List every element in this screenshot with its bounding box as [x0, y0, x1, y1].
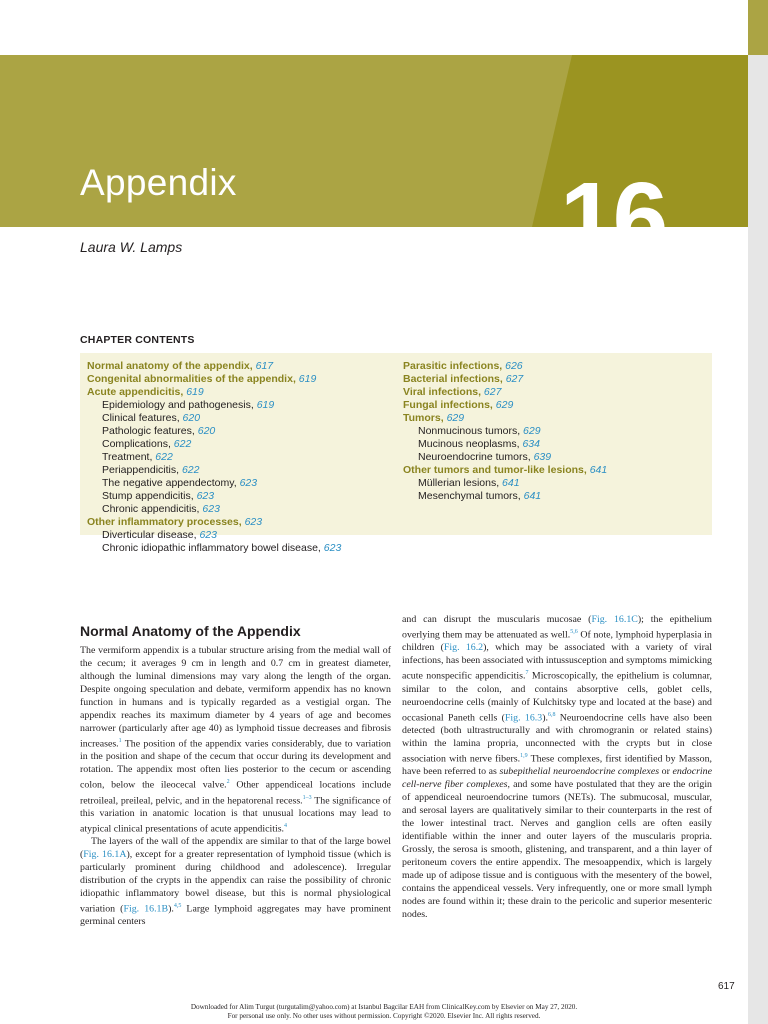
- contents-entry-label: Diverticular disease,: [102, 529, 200, 541]
- body-paragraph: [402, 613, 712, 921]
- contents-entry-label: Periappendicitis,: [102, 464, 182, 476]
- citation-ref[interactable]: 4,5: [173, 903, 182, 910]
- contents-entry-label: Mesenchymal tumors,: [418, 490, 524, 502]
- contents-entry[interactable]: [80, 529, 341, 542]
- body-paragraph: [80, 835, 391, 928]
- body-text: Other appendiceal locations include retroileal, preileal, pelvic, and in the hepatorenal recess.: [80, 779, 391, 806]
- contents-entry-page: 641: [502, 477, 520, 489]
- contents-entry-label: Bacterial infections,: [403, 373, 506, 385]
- contents-entry[interactable]: [80, 477, 341, 490]
- header-corner-strip: [748, 0, 768, 55]
- contents-entry[interactable]: [80, 503, 341, 516]
- contents-entry-page: 623: [239, 477, 258, 489]
- body-text: and can disrupt the muscularis mucosae (: [402, 614, 592, 625]
- contents-entry-page: 622: [155, 451, 173, 463]
- figure-ref-link[interactable]: Fig. 16.1C: [591, 614, 638, 625]
- contents-entry-page: 626: [505, 360, 523, 372]
- page-number: 617: [718, 981, 735, 992]
- contents-entry-page: 623: [199, 529, 217, 541]
- citation-ref[interactable]: 5,6: [570, 629, 578, 635]
- figure-ref-link[interactable]: Fig. 16.1A: [83, 849, 127, 861]
- contents-entry[interactable]: [80, 360, 341, 373]
- contents-entry-label: Parasitic infections,: [403, 360, 506, 372]
- contents-entry-label: Viral infections,: [403, 386, 484, 398]
- contents-entry-page: 629: [495, 399, 514, 411]
- contents-entry-label: Fungal infections,: [403, 399, 496, 411]
- body-text-italic: endocrine cell-nerve fiber complexes: [402, 766, 713, 791]
- body-text: The position of the appendix varies considerably, due to variation in the position and shape of the cecum that occur during its development and rotation. The appendix most often lies posterior to the cecum or ascending colon, below the ileocecal valve.: [80, 738, 391, 791]
- body-text-italic: subepithelial neuroendocrine complexes: [499, 766, 660, 778]
- contents-right-column: [396, 360, 607, 503]
- body-left-column: [80, 644, 391, 928]
- contents-entry-label: Pathologic features,: [102, 425, 198, 437]
- citation-ref[interactable]: 6,8: [547, 711, 556, 718]
- body-text: ).: [542, 711, 548, 723]
- contents-entry[interactable]: [80, 425, 341, 438]
- contents-entry-label: Complications,: [102, 438, 174, 450]
- contents-entry-label: Epidemiology and pathogenesis,: [102, 399, 257, 411]
- contents-entry-page: 629: [523, 425, 541, 437]
- contents-entry-label: Congenital abnormalities of the appendix,: [87, 373, 299, 385]
- chapter-author: Laura W. Lamps: [80, 239, 183, 255]
- body-text: Microscopically, the epithelium is columnar, similar to the colon, and contains absorptive cells, goblet cells, neuroendocrine cells (mainly of Kulchitsky type and located at the base) and occasional Paneth cells (: [402, 670, 712, 723]
- body-text: Large lymphoid aggregates may have prominent germinal centers: [80, 903, 392, 928]
- contents-entry-page: 623: [196, 490, 215, 502]
- contents-entry[interactable]: [80, 451, 341, 464]
- contents-entry[interactable]: [80, 399, 341, 412]
- contents-entry[interactable]: [396, 438, 607, 451]
- contents-entry-page: 634: [522, 438, 540, 450]
- contents-entry-label: Chronic idiopathic inflammatory bowel disease,: [102, 542, 324, 554]
- contents-entry[interactable]: [396, 451, 607, 464]
- body-text: ).: [168, 903, 174, 915]
- contents-entry-label: The negative appendectomy,: [102, 477, 240, 489]
- contents-entry-page: 641: [523, 490, 542, 502]
- section-heading: Normal Anatomy of the Appendix: [80, 623, 301, 639]
- contents-entry-page: 623: [202, 503, 220, 515]
- contents-entry-page: 623: [244, 516, 263, 528]
- body-text: or: [659, 766, 673, 778]
- body-right-column: [402, 613, 712, 921]
- contents-entry[interactable]: [396, 425, 607, 438]
- contents-left-column: [80, 360, 341, 555]
- contents-entry-label: Other inflammatory processes,: [87, 516, 245, 528]
- figure-ref-link[interactable]: Fig. 16.1B: [123, 903, 169, 915]
- body-text: , and some have postulated that they are the origin of appendiceal neuroendocrine tumors (NETs). The submucosal, muscular, and serosal layers are qualitatively similar to their counterparts in the rest of the lower intestinal tract. Nerves and ganglion cells are often easily identifiable within the inner and outer layers of the muscularis propria. Grossly, the serosa is smooth, glistening, and transparent, and a thin layer of peritoneum covers the entire appendix. The mesoappendix, which is largely made up of adipose tissue and is contiguous with the mesentery of the bowel, contains the appendiceal vessels. Very infrequently, one or more small lymph nodes are found within it; these drain to the pericolic and superior mesenteric nodes.: [402, 779, 712, 921]
- footer-download-notice: Downloaded for Alim Turgut (turgutalim@yahoo.com) at Istanbul Bagcilar EAH from ClinicalKey.com by Elsevier on May 27, 2020.: [190, 1003, 578, 1011]
- contents-entry[interactable]: [80, 386, 341, 399]
- citation-ref[interactable]: 7: [525, 670, 529, 677]
- contents-entry[interactable]: [80, 438, 341, 451]
- citation-ref[interactable]: 1,9: [520, 752, 528, 759]
- contents-entry-page: 627: [483, 386, 502, 398]
- contents-entry-label: Stump appendicitis,: [102, 490, 197, 502]
- contents-entry[interactable]: [396, 464, 607, 477]
- body-text: ), which may be associated with a variety of viral infections, has been associated with intussusception and symptoms mimicking acute nonspecific appendicitis.: [402, 642, 712, 682]
- contents-entry-label: Mucinous neoplasms,: [418, 438, 523, 450]
- figure-ref-link[interactable]: Fig. 16.3: [504, 711, 543, 723]
- contents-entry-page: 617: [255, 360, 274, 372]
- contents-entry-label: Normal anatomy of the appendix,: [87, 360, 256, 372]
- body-paragraph: [80, 644, 391, 835]
- contents-entry-page: 622: [173, 438, 192, 450]
- contents-entry-page: 619: [186, 386, 204, 398]
- citation-ref[interactable]: 4: [284, 822, 288, 829]
- contents-heading: CHAPTER CONTENTS: [80, 334, 195, 346]
- contents-entry-label: Clinical features,: [102, 412, 183, 424]
- body-text: The layers of the wall of the appendix are similar to that of the large bowel (: [80, 836, 391, 861]
- contents-entry[interactable]: [80, 516, 341, 529]
- contents-entry-page: 622: [181, 464, 200, 476]
- contents-entry-label: Other tumors and tumor-like lesions,: [403, 464, 590, 476]
- contents-entry-page: 619: [298, 373, 317, 385]
- body-text: ), except for a greater representation of lymphoid tissue (which is particularly prominent during childhood and adolescence). Irregular distribution of the crypts in the appendix can raise the possibility of chronic idiopathic inflammatory bowel disease, but this is normal physiological variation (: [80, 849, 391, 915]
- citation-ref[interactable]: 1: [118, 738, 122, 744]
- contents-entry-page: 627: [505, 373, 524, 385]
- contents-entry-label: Tumors,: [403, 412, 447, 424]
- body-text: Neuroendocrine cells have also been detected (both ultrastructurally and with chromogranin or related stains) within the lamina propria, unconnected with the crypts but in close association with nerve fibers.: [402, 711, 712, 765]
- contents-entry-label: Acute appendicitis,: [87, 386, 187, 398]
- contents-entry-page: 620: [197, 425, 216, 437]
- contents-entry-label: Neuroendocrine tumors,: [418, 451, 534, 463]
- contents-entry[interactable]: [396, 399, 607, 412]
- figure-ref-link[interactable]: Fig. 16.2: [443, 642, 484, 654]
- citation-ref[interactable]: 1–3: [302, 794, 312, 801]
- contents-entry[interactable]: [396, 360, 607, 373]
- contents-entry[interactable]: [80, 373, 341, 386]
- body-text: These complexes, first identified by Masson, have been referred to as: [402, 753, 712, 778]
- contents-entry[interactable]: [396, 373, 607, 386]
- contents-entry-page: 641: [589, 464, 608, 476]
- footer-copyright: For personal use only. No other uses without permission. Copyright ©2020. Elsevier Inc. All rights reserved.: [227, 1012, 541, 1020]
- contents-entry[interactable]: [80, 464, 341, 477]
- contents-entry-page: 620: [182, 412, 201, 424]
- body-text: ); the epithelium overlying them may be attenuated as well.: [402, 614, 712, 641]
- contents-entry[interactable]: [80, 490, 341, 503]
- contents-entry[interactable]: [80, 412, 341, 425]
- contents-entry[interactable]: [396, 477, 607, 490]
- contents-entry-page: 623: [323, 542, 342, 554]
- body-text: Of note, lymphoid hyperplasia in children (: [402, 629, 712, 654]
- contents-entry[interactable]: [80, 542, 341, 555]
- citation-ref[interactable]: 2: [226, 779, 230, 786]
- contents-entry-label: Nonmucinous tumors,: [418, 425, 524, 437]
- contents-entry[interactable]: [396, 412, 607, 425]
- contents-entry-page: 639: [533, 451, 552, 463]
- contents-entry[interactable]: [396, 386, 607, 399]
- contents-entry-label: Müllerian lesions,: [418, 477, 503, 489]
- contents-entry-page: 629: [446, 412, 465, 424]
- page-side-margin: [748, 55, 768, 1024]
- chapter-number: 16: [560, 162, 666, 274]
- chapter-title: Appendix: [80, 162, 237, 203]
- contents-entry-page: 619: [256, 399, 275, 411]
- body-text: The vermiform appendix is a tubular structure arising from the medial wall of the cecum; it averages 9 cm in length and 0.7 cm in greatest diameter, although the luminal dimensions may vary along the length of the organ. Despite ongoing speculation and debate, vermiform appendix has no known function in humans and is typically regarded as a vestigial organ. The appendix reaches its maximum diameter by 4 years of age and becomes narrower (particularly after age 40) as lymphoid tissue decreases and fibrosis increases.: [80, 645, 391, 750]
- contents-entry[interactable]: [396, 490, 607, 503]
- body-text: The significance of this variation in anatomic location is that unusual locations may lead to atypical clinical presentations of acute appendicitis.: [80, 794, 391, 835]
- contents-entry-label: Chronic appendicitis,: [102, 503, 203, 515]
- contents-entry-label: Treatment,: [102, 451, 156, 463]
